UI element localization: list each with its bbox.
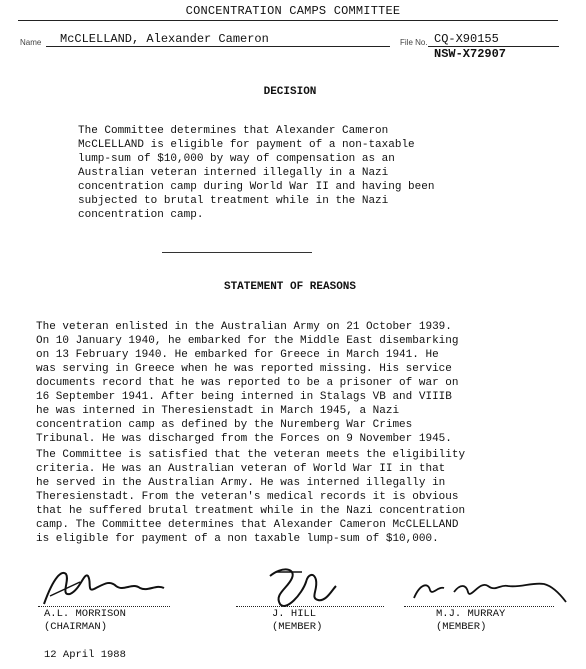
decision-text [78,124,510,222]
signature-line [404,606,554,607]
decision-line: The Committee determines that Alexander Cameron [78,125,389,137]
reasons-line: camp. The Committee determines that Alexander Cameron McCLELLAND [36,519,459,531]
signatory-role: (CHAIRMAN) [44,621,108,633]
signatory-role: (MEMBER) [272,621,323,633]
committee-title: CONCENTRATION CAMPS COMMITTEE [185,4,401,18]
decision-title: DECISION [263,86,317,98]
reasons-line: documents record that he was reported to be a prisoner of war on [36,377,459,389]
reasons-line: 16 September 1941. After being interned in Stalags VB and VIIIB [36,391,452,403]
signatory-member-1 [272,608,322,634]
signature-murray-image [410,572,570,608]
decision-line: subjected to brutal treatment while in the Nazi [78,195,389,207]
file-value-1: CQ-X90155 [428,32,559,47]
reasons-line: Tribunal. He was discharged from the Forces on 9 November 1945. [36,433,452,445]
signature-morrison-image [40,566,170,608]
reasons-line: The veteran enlisted in the Australian Army on 21 October 1939. [36,321,452,333]
decision-line: Australian veteran interned illegally in a Nazi [78,167,389,179]
signatory-name: A.L. MORRISON [44,608,126,620]
decision-line: concentration camp. [78,209,204,221]
reasons-line: he served in the Australian Army. He was interned illegally in [36,477,446,489]
reasons-paragraph-1 [36,320,550,446]
reasons-line: on 13 February 1940. He embarked for Greece in March 1941. He [36,349,439,361]
decision-line: lump-sum of $10,000 by way of compensation as an [78,153,395,165]
name-label: Name [20,38,42,47]
signatory-name: J. HILL [272,608,317,620]
signatory-name: M.J. MURRAY [436,608,506,620]
decision-line: McCLELLAND is eligible for payment of a non-taxable [78,139,415,151]
signatory-chairman [44,608,126,634]
signatory-member-2 [436,608,505,634]
reasons-title: STATEMENT OF REASONS [223,281,357,293]
name-value: McCLELLAND, Alexander Cameron [46,32,390,47]
reasons-line: criteria. He was an Australian veteran of World War II in that [36,463,446,475]
reasons-line: was serving in Greece when he was reported missing. His service [36,363,452,375]
reasons-line: concentration camp as defined by the Nuremberg War Crimes [36,419,413,431]
header-rule [18,20,558,21]
reasons-line: The Committee is satisfied that the veteran meets the eligibility [36,449,466,461]
signatory-role: (MEMBER) [436,621,487,633]
file-value-2: NSW-X72907 [434,47,507,61]
section-divider [162,252,312,253]
reasons-line: that he suffered brutal treatment while in the Nazi concentration [36,505,466,517]
reasons-line: is eligible for payment of a non taxable lump-sum of $10,000. [36,533,439,545]
decision-date: 12 April 1988 [44,649,126,661]
reasons-line: On 10 January 1940, he embarked for the Middle East disembarking [36,335,459,347]
file-label: File No. [400,38,428,47]
decision-line: concentration camp during World War II and having been [78,181,435,193]
reasons-line: he was interned in Theresienstadt in March 1945, a Nazi [36,405,400,417]
signature-line [38,606,170,607]
reasons-paragraph-2 [36,448,550,546]
reasons-line: Theresienstadt. From the veteran's medical records it is obvious [36,491,459,503]
signature-line [236,606,384,607]
